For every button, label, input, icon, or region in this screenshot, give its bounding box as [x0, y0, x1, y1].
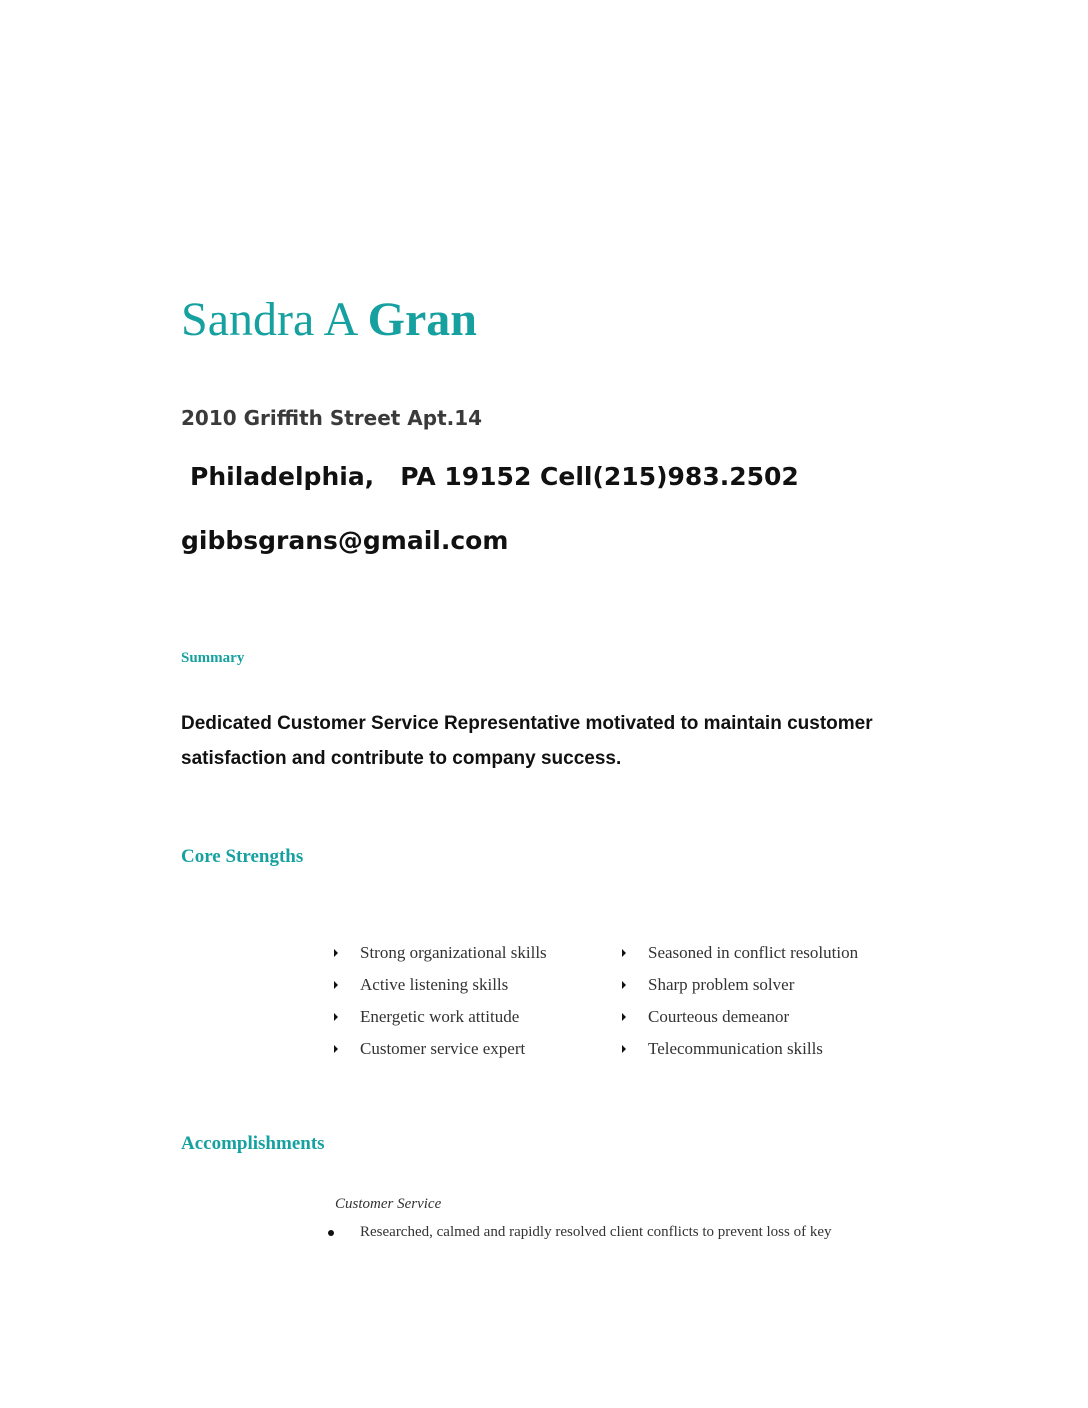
accomplishments-list — [328, 1224, 832, 1241]
bullet-arrow-icon — [622, 1045, 626, 1053]
email-address: gibbsgrans@gmail.com — [181, 526, 509, 555]
core-strengths-heading: Core Strengths — [181, 846, 304, 867]
accomplishments-subheading: Customer Service — [335, 1196, 442, 1212]
bullet-dot-icon — [328, 1230, 334, 1236]
strength-item: Customer service expert — [330, 1033, 618, 1065]
strength-item: Telecommunication skills — [618, 1033, 918, 1065]
first-name: Sandra A — [181, 293, 356, 346]
strength-item: Seasoned in conflict resolution — [618, 937, 918, 969]
last-name: Gran — [367, 293, 477, 346]
address-line-2: Philadelphia, PA 19152 Cell(215)983.2502 — [190, 462, 799, 491]
candidate-name — [181, 293, 477, 346]
core-strengths-list — [330, 937, 930, 1065]
bullet-arrow-icon — [334, 949, 338, 957]
strength-item: Energetic work attitude — [330, 1001, 618, 1033]
strength-item: Sharp problem solver — [618, 969, 918, 1001]
bullet-arrow-icon — [622, 949, 626, 957]
summary-text: Dedicated Customer Service Representative motivated to maintain customer satisfaction and contribute to company success. — [181, 713, 873, 769]
list-item: Researched, calmed and rapidly resolved client conflicts to prevent loss of key — [328, 1224, 832, 1241]
summary-heading: Summary — [181, 650, 245, 666]
bullet-arrow-icon — [622, 981, 626, 989]
strength-item: Strong organizational skills — [330, 937, 618, 969]
strength-item: Courteous demeanor — [618, 1001, 918, 1033]
bullet-arrow-icon — [334, 1013, 338, 1021]
strength-item: Active listening skills — [330, 969, 618, 1001]
bullet-arrow-icon — [622, 1013, 626, 1021]
accomplishments-heading: Accomplishments — [181, 1133, 325, 1154]
address-line-1: 2010 Griffith Street Apt.14 — [181, 406, 483, 430]
bullet-arrow-icon — [334, 981, 338, 989]
bullet-arrow-icon — [334, 1045, 338, 1053]
